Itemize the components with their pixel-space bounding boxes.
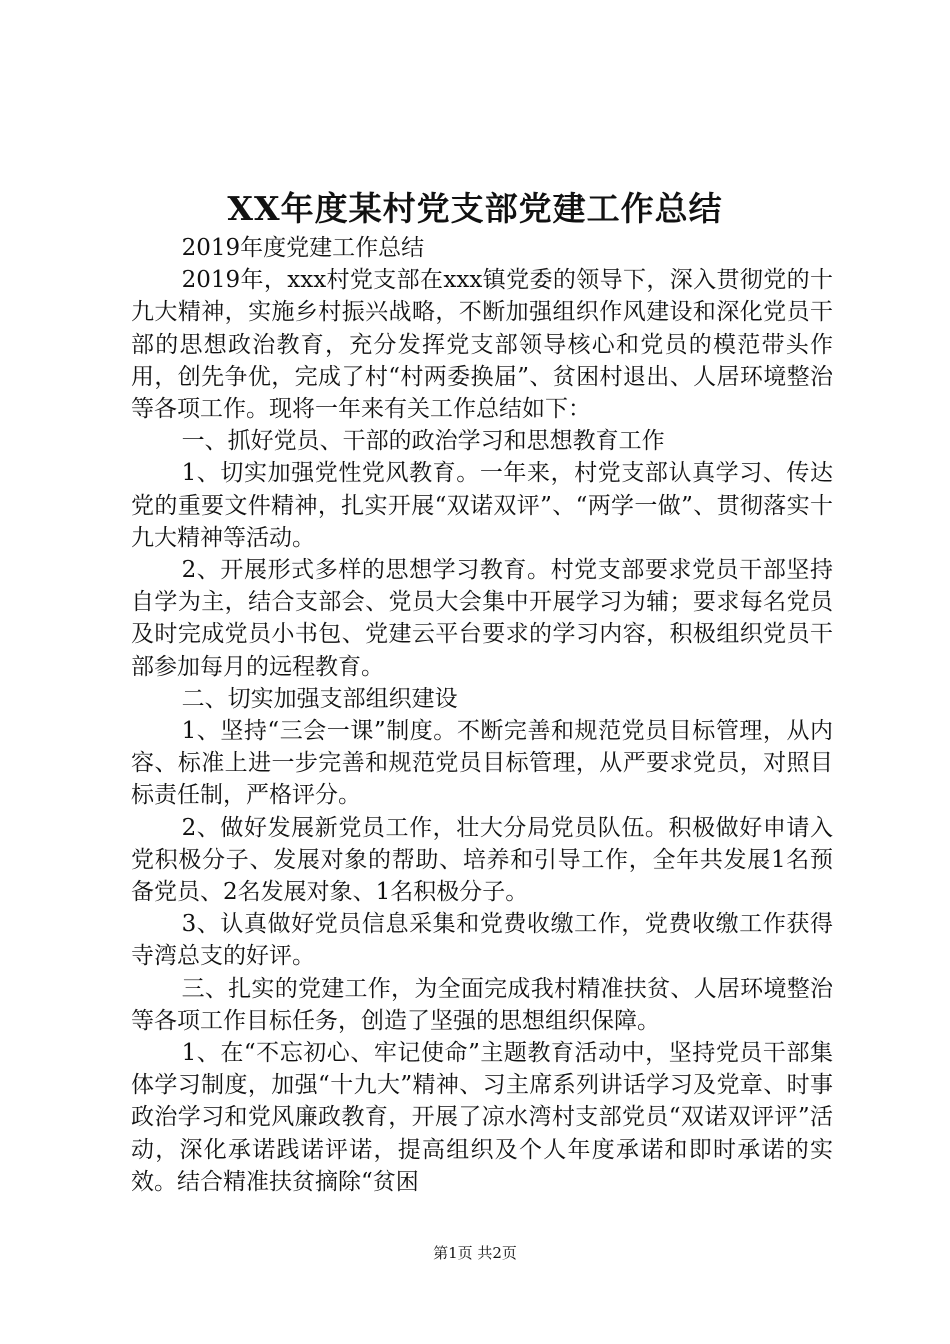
section-2-item-3: 3、认真做好党员信息采集和党费收缴工作，党费收缴工作获得寺湾总支的好评。 [131, 911, 833, 970]
intro-paragraph: 2019年，xxx村党支部在xxx镇党委的领导下，深入贯彻党的十九大精神，实施乡村振兴战略，不断加强组织作风建设和深化党员干部的思想政治教育，充分发挥党支部领导核心和党员的模范带头作用，创先争优，完成了村“村两委换届”、贫困村退出、人居环境整治等各项工作。现将一年来有关工作总结如下： [131, 267, 833, 423]
section-1-item-1: 1、切实加强党性党风教育。一年来，村党支部认真学习、传达党的重要文件精神，扎实开展“双诺双评”、“两学一做”、贯彻落实十九大精神等活动。 [131, 460, 833, 551]
subtitle-paragraph: 2019年度党建工作总结 [181, 235, 425, 261]
document-body [131, 232, 833, 1198]
page-footer: 第1页 共2页 [433, 1244, 517, 1262]
section-heading-1: 一、抓好党员、干部的政治学习和思想教育工作 [181, 428, 665, 455]
section-heading-3: 三、扎实的党建工作，为全面完成我村精准扶贫、人居环境整治等各项工作目标任务，创造了坚强的思想组织保障。 [131, 975, 833, 1034]
document-title: XX年度某村党支部党建工作总结 [227, 189, 723, 228]
section-1-item-2: 2、开展形式多样的思想学习教育。村党支部要求党员干部坚持自学为主，结合支部会、党员大会集中开展学习为辅；要求每名党员及时完成党员小书包、党建云平台要求的学习内容，积极组织党员干部参加每月的远程教育。 [131, 557, 833, 680]
section-heading-2: 二、切实加强支部组织建设 [181, 685, 458, 712]
section-3-item-1: 1、在“不忘初心、牢记使命”主题教育活动中，坚持党员干部集体学习制度，加强“十九大”精神、习主席系列讲话学习及党章、时事政治学习和党风廉政教育，开展了凉水湾村支部党员“双诺双评评”活动，深化承诺践诺评诺，提高组织及个人年度承诺和即时承诺的实效。结合精准扶贫摘除“贫困 [131, 1040, 833, 1195]
section-2-item-1: 1、坚持“三会一课”制度。不断完善和规范党员目标管理，从内容、标准上进一步完善和规范党员目标管理，从严要求党员，对照目标责任制，严格评分。 [131, 718, 833, 809]
section-2-item-2: 2、做好发展新党员工作，壮大分局党员队伍。积极做好申请入党积极分子、发展对象的帮助、培养和引导工作，全年共发展1名预备党员、2名发展对象、1名积极分子。 [131, 814, 833, 906]
